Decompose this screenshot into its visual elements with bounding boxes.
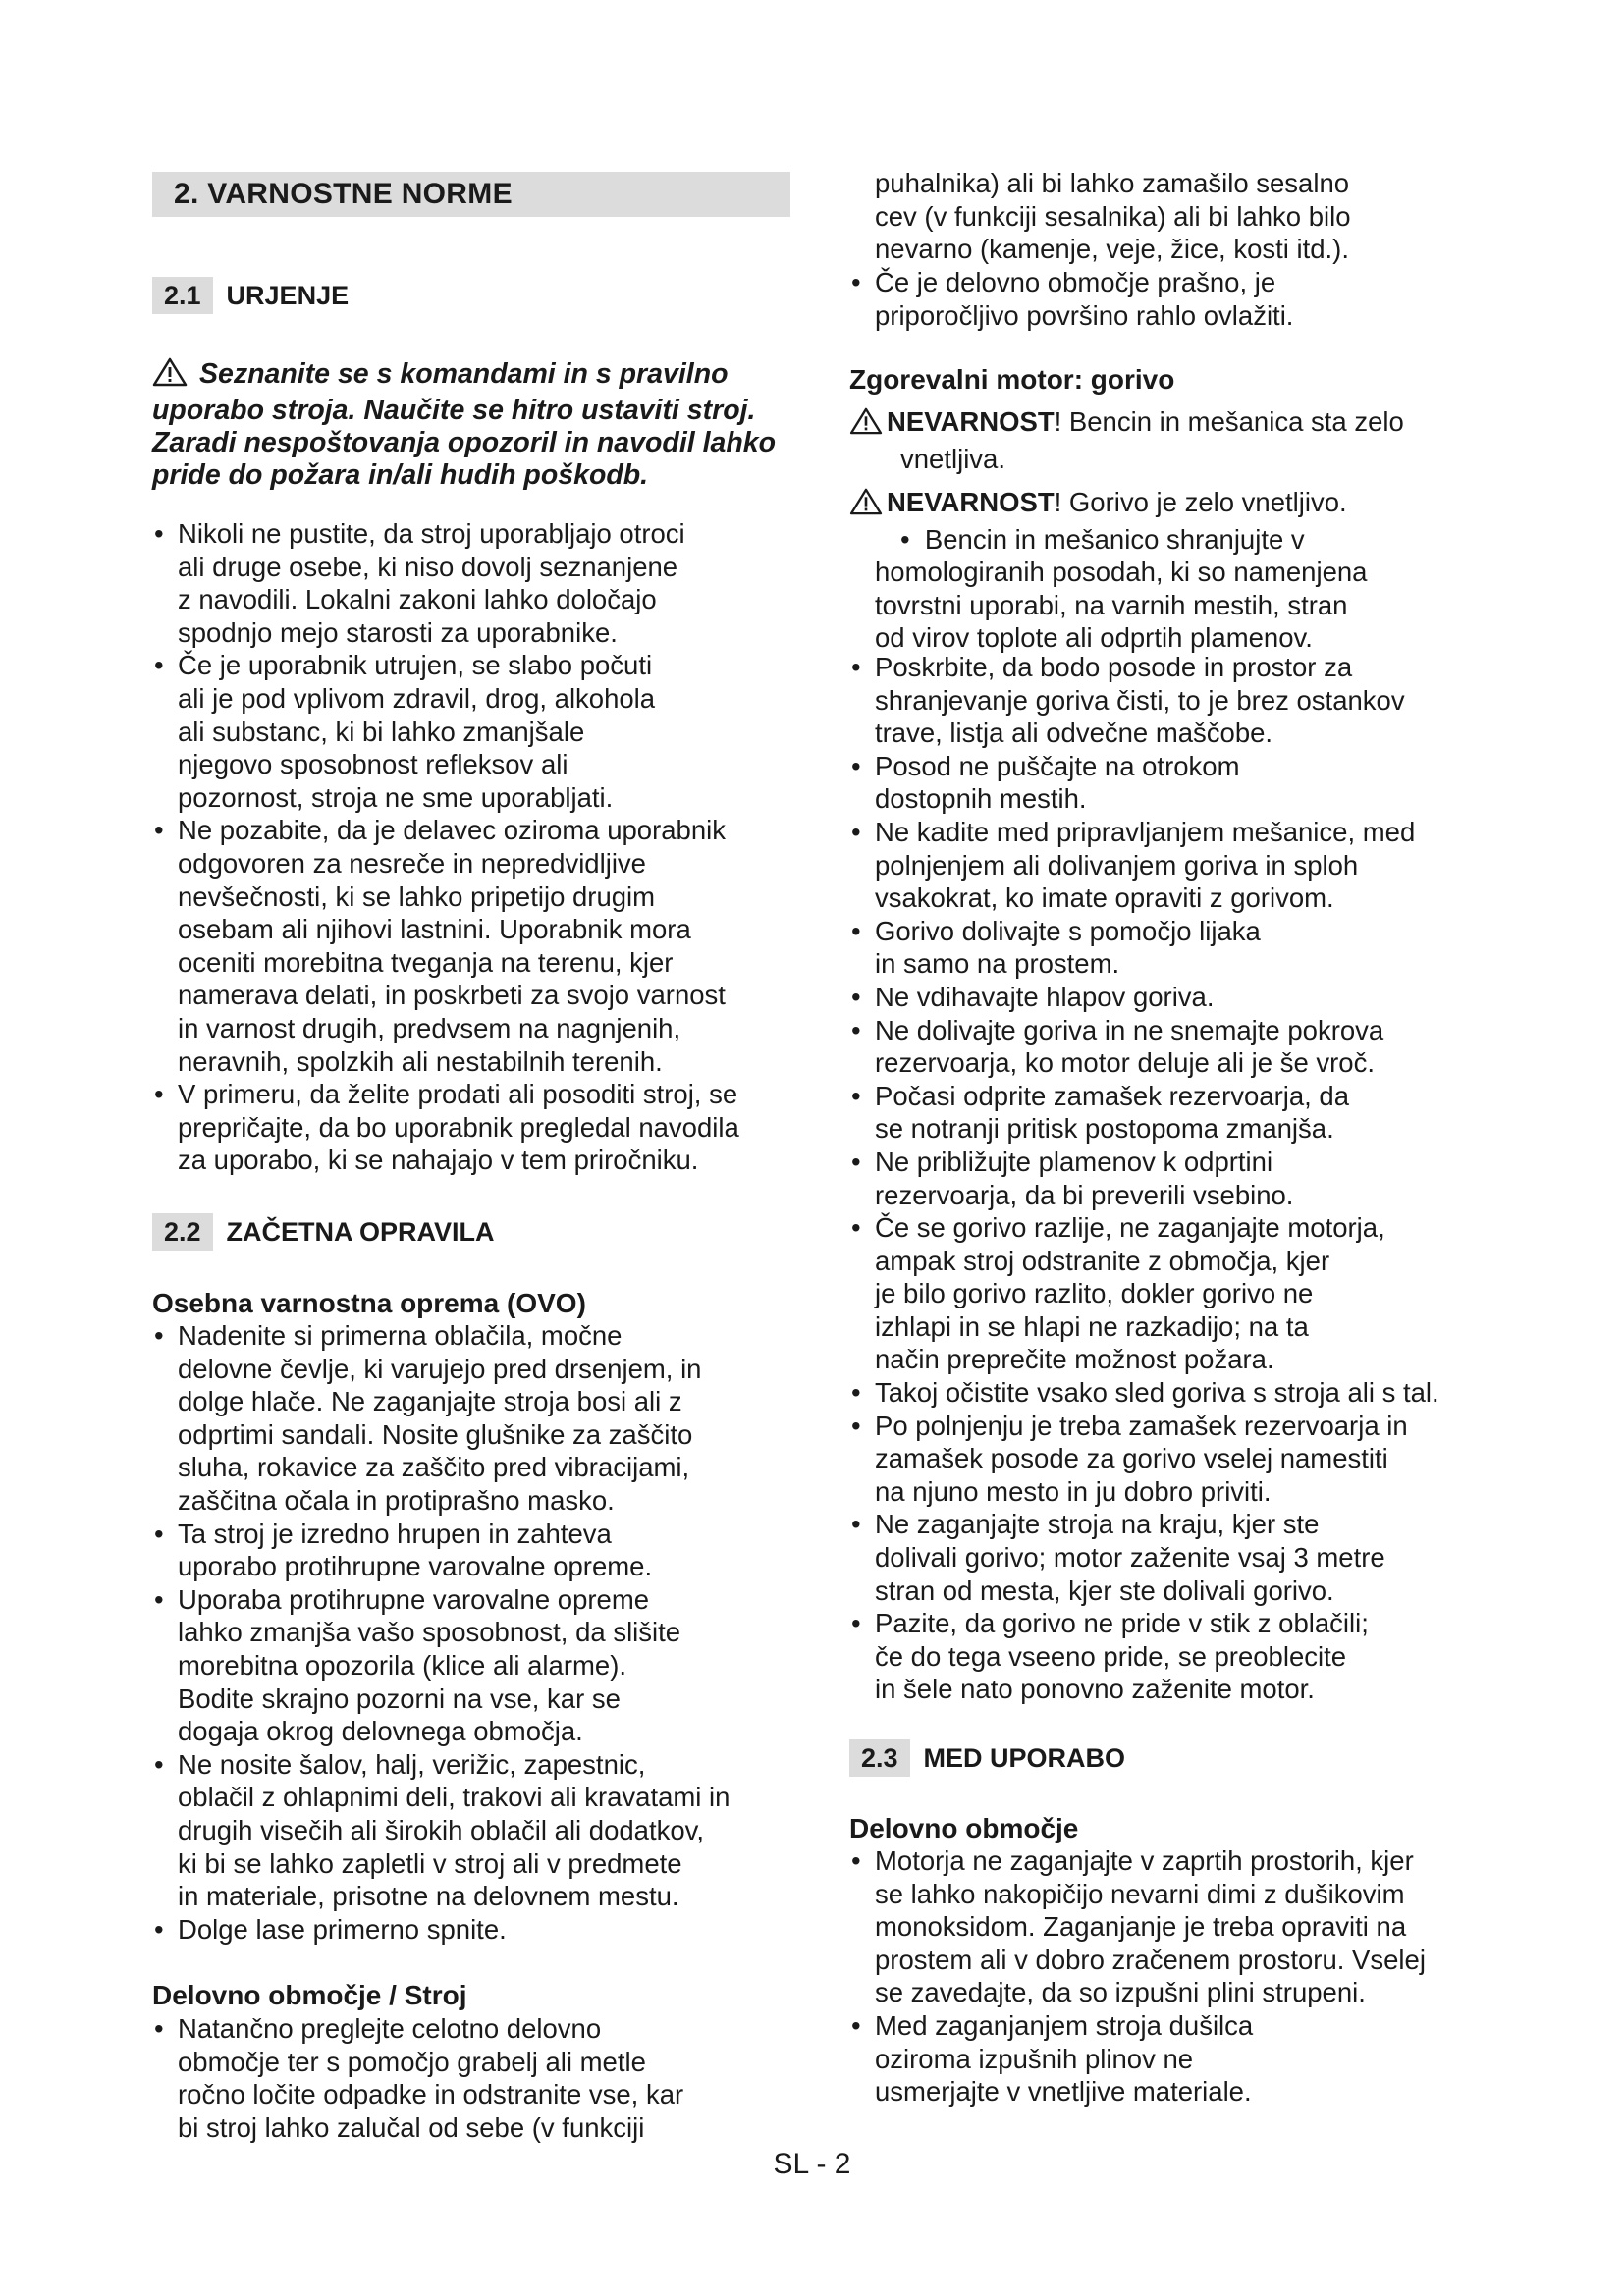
fuel-list <box>849 651 1517 1706</box>
list-item: • Uporaba protihrupne varovalne opreme lahko zmanjša vašo sposobnost, da slišite morebitna opozorila (klice ali alarme). Bodite skrajno pozorni na vse, kar se dogaja okrog delovnega območja. <box>152 1583 800 1748</box>
fuel-heading: Zgorevalni motor: gorivo <box>849 364 1175 395</box>
list-item: • Če je delovno območje prašno, je priporočljivo površino rahlo ovlažiti. <box>849 266 1497 332</box>
section-number: 2.2 <box>152 1213 213 1251</box>
list-item: • Gorivo dolivajte s pomočjo lijaka in samo na prostem. <box>849 915 1517 981</box>
continuation-text: puhalnika) ali bi lahko zamašilo sesalno cev (v funkciji sesalnika) ali bi lahko bilo nevarno (kamenje, veje, žice, kosti itd.). <box>875 168 1351 265</box>
list-item: • Ne zaganjajte stroja na kraju, kjer ste dolivali gorivo; motor zaženite vsaj 3 metre stran od mesta, kjer ste dolivali gorivo. <box>849 1508 1517 1607</box>
section-number: 2.3 <box>849 1739 910 1777</box>
section-2-2-heading <box>152 1213 495 1251</box>
section-title: ZAČETNA OPRAVILA <box>226 1217 495 1247</box>
danger-text: ! Gorivo je zelo vnetljivo. <box>1054 487 1347 517</box>
list-item: • Ne vdihavajte hlapov goriva. <box>849 981 1517 1014</box>
list-item: • V primeru, da želite prodati ali posoditi stroj, se prepričajte, da bo uporabnik pregledal navodila za uporabo, ki se nahajajo v tem priročniku. <box>152 1078 800 1177</box>
ppe-list <box>152 1319 800 1946</box>
list-item: • Če je uporabnik utrujen, se slabo počuti ali je pod vplivom zdravil, drog, alkohola ali substanc, ki bi lahko zmanjšale njegovo sposobnost refleksov ali pozornost, stroja ne sme uporabljati. <box>152 649 800 814</box>
list-item: • Ne kadite med pripravljanjem mešanice, med polnjenjem ali dolivanjem goriva in sploh vsakokrat, ko imate opraviti z gorivom. <box>849 816 1517 915</box>
list-item: • Poskrbite, da bodo posode in prostor za shranjevanje goriva čisti, to je brez ostankov trave, listja ali odvečne maščobe. <box>849 651 1517 750</box>
list-item: • Ne nosite šalov, halj, verižic, zapestnic, oblačil z ohlapnimi deli, trakovi ali kravatami in drugih visečih ali širokih oblačil ali dodatkov, ki bi se lahko zapletli v stroj ali v predmete in materiale, prisotne na delovnem mestu. <box>152 1748 800 1913</box>
danger-text-cont: vnetljiva. <box>900 443 1005 474</box>
list-item: • Nadenite si primerna oblačila, močne delovne čevlje, ki varujejo pred drsenjem, in dolge hlače. Ne zaganjajte stroja bosi ali z odprtimi sandali. Nosite glušnike za zaščito sluha, rokavice za zaščito pred vibracijami, zaščitna očala in protiprašno masko. <box>152 1319 800 1518</box>
warning-triangle-icon <box>849 407 883 443</box>
danger-note-1 <box>849 405 1497 475</box>
section-title: MED UPORABO <box>923 1743 1126 1773</box>
list-item: • Pazite, da gorivo ne pride v stik z oblačili; če do tega vseeno pride, se preoblecite in šele nato ponovno zaženite motor. <box>849 1607 1517 1706</box>
danger-bullet: • Bencin in mešanico shranjujte v <box>900 523 1305 555</box>
danger-note-2 <box>849 486 1497 655</box>
work-area-list <box>849 1844 1517 2109</box>
danger-bullet-cont: homologiranih posodah, ki so namenjena tovrstni uporabi, na varnih mestih, stran od virov toplote ali odprtih plamenov. <box>875 557 1368 654</box>
warning-intro <box>152 357 790 492</box>
warning-triangle-icon <box>849 488 883 523</box>
section-2-1-list <box>152 517 800 1177</box>
warning-intro-text: Seznanite se s komandami in s pravilno uporabo stroja. Naučite se hitro ustaviti stroj. Zaradi nespoštovanja opozoril in navodil lahko pride do požara in/ali hudih poškodb. <box>152 358 777 491</box>
right-top-list <box>849 266 1497 332</box>
danger-label: NEVARNOST <box>887 406 1055 437</box>
list-item: • Ne približujte plamenov k odprtini rezervoarja, da bi preverili vsebino. <box>849 1146 1517 1211</box>
list-item: • Nikoli ne pustite, da stroj uporabljajo otroci ali druge osebe, ki niso dovolj seznanjene z navodili. Lokalni zakoni lahko določajo spodnjo mejo starosti za uporabnike. <box>152 517 800 649</box>
danger-text: ! Bencin in mešanica sta zelo <box>1054 406 1404 437</box>
list-item: • Počasi odprite zamašek rezervoarja, da se notranji pritisk postopoma zmanjša. <box>849 1080 1517 1146</box>
warning-triangle-icon <box>152 357 188 395</box>
list-item: • Natančno preglejte celotno delovno območje ter s pomočjo grabelj ali metle ročno ločite odpadke in odstranite vse, kar bi stroj lahko zalučal od sebe (v funkciji <box>152 2012 800 2144</box>
work-area-heading: Delovno območje <box>849 1813 1079 1843</box>
list-item: • Ta stroj je izredno hrupen in zahteva uporabo protihrupne varovalne opreme. <box>152 1518 800 1583</box>
list-item: • Motorja ne zaganjajte v zaprtih prostorih, kjer se lahko nakopičijo nevarni dimi z dušikovim monoksidom. Zaganjanje je treba opraviti na prostem ali v dobro zračenem prostoru. Vselej se zavedajte, da so izpušni plini strupeni. <box>849 1844 1517 2009</box>
chapter-title: 2. VARNOSTNE NORME <box>152 172 790 217</box>
page-number: SL - 2 <box>773 2148 851 2180</box>
section-number: 2.1 <box>152 277 213 314</box>
list-item: • Takoj očistite vsako sled goriva s stroja ali s tal. <box>849 1376 1517 1410</box>
work-area-machine-list <box>152 2012 800 2144</box>
danger-bullet-text: Bencin in mešanico shranjujte v <box>924 523 1305 555</box>
section-title: URJENJE <box>226 281 350 310</box>
danger-label: NEVARNOST <box>887 487 1055 517</box>
list-item: • Dolge lase primerno spnite. <box>152 1913 800 1947</box>
section-2-3-heading <box>849 1739 1125 1777</box>
list-item: • Posod ne puščajte na otrokom dostopnih mestih. <box>849 750 1517 816</box>
list-item: • Če se gorivo razlije, ne zaganjajte motorja, ampak stroj odstranite z območja, kjer je bilo gorivo razlito, dokler gorivo ne izhlapi in se hlapi ne razkadijo; na ta način preprečite možnost požara. <box>849 1211 1517 1376</box>
list-item: • Po polnjenju je treba zamašek rezervoarja in zamašek posode za gorivo vselej namestiti na njuno mesto in ju dobro priviti. <box>849 1410 1517 1509</box>
list-item: • Med zaganjanjem stroja dušilca oziroma izpušnih plinov ne usmerjajte v vnetljive materiale. <box>849 2009 1517 2109</box>
section-2-1-heading <box>152 277 349 314</box>
ppe-heading: Osebna varnostna oprema (OVO) <box>152 1288 586 1318</box>
list-item: • Ne dolivajte goriva in ne snemajte pokrova rezervoarja, ko motor deluje ali je še vroč. <box>849 1014 1517 1080</box>
list-item: • Ne pozabite, da je delavec oziroma uporabnik odgovoren za nesreče in nepredvidljive nevšečnosti, ki se lahko pripetijo drugim osebam ali njihovi lastnini. Uporabnik mora oceniti morebitna tveganja na terenu, kjer namerava delati, in poskrbeti za svojo varnost in varnost drugih, predvsem na nagnjenih, neravnih, spolzkih ali nestabilnih terenih. <box>152 814 800 1078</box>
work-area-machine-heading: Delovno območje / Stroj <box>152 1980 467 2010</box>
